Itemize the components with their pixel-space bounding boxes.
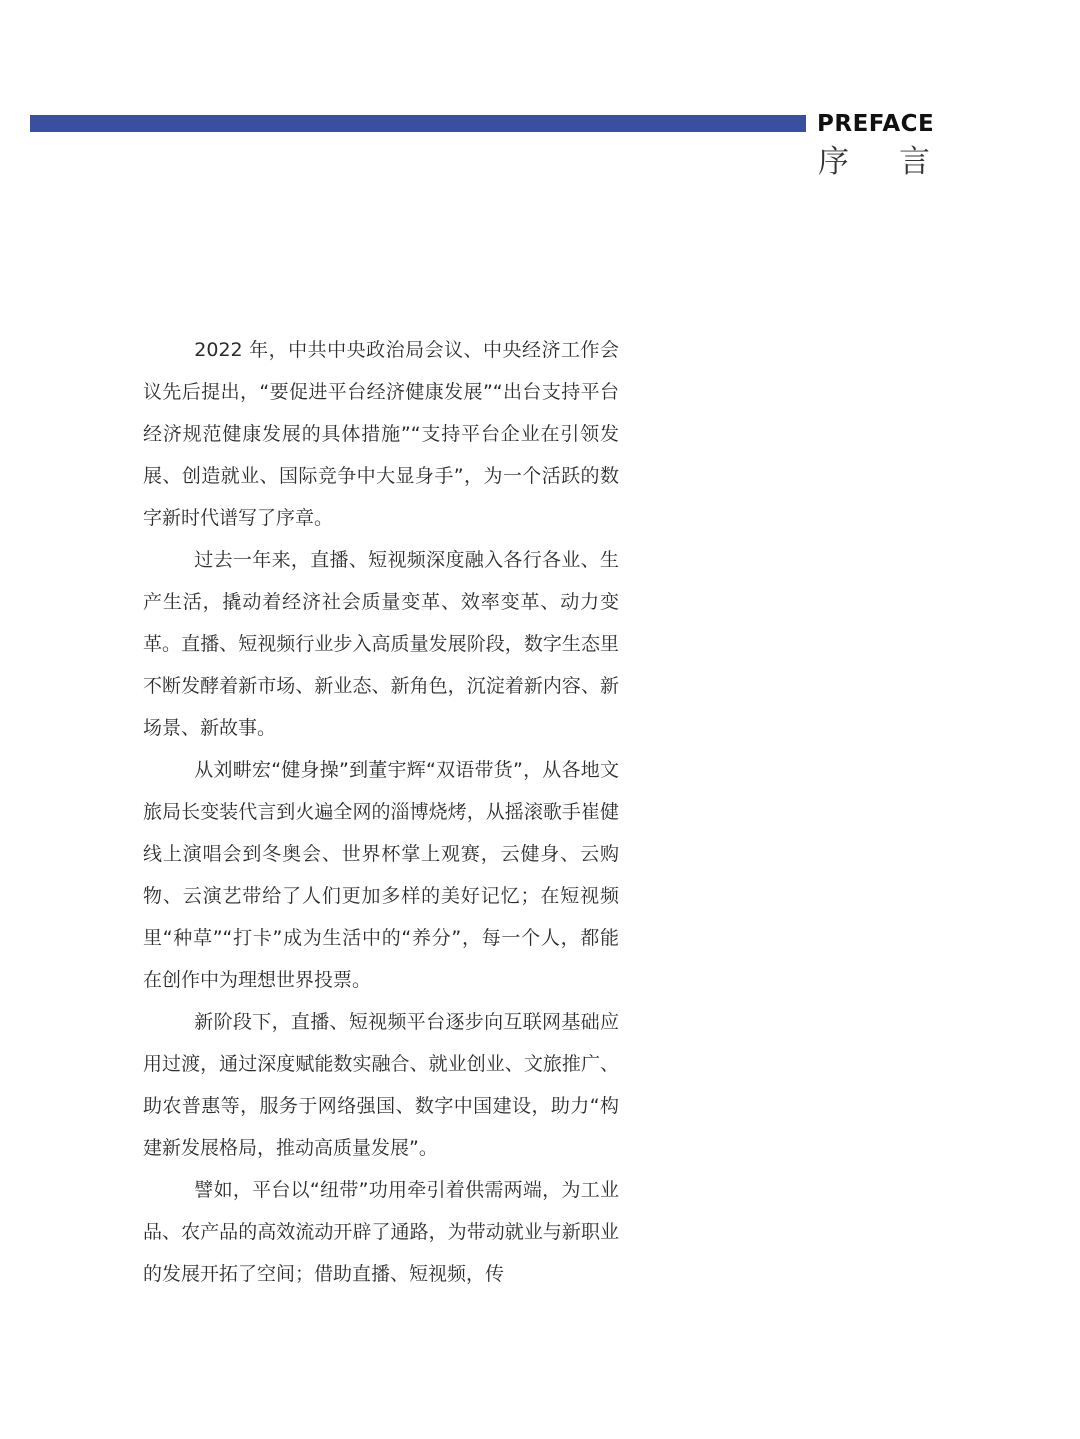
preface-title-cn: [818, 143, 930, 181]
paragraph-2: 过去一年来，直播、短视频深度融入各行各业、生产生活，撬动着经济社会质量变革、效率变革、动力变革。直播、短视频行业步入高质量发展阶段，数字生态里不断发酵着新市场、新业态、新角色，沉淀着新内容、新场景、新故事。: [143, 549, 619, 739]
paragraph-1: 2022 年，中共中央政治局会议、中央经济工作会议先后提出，“要促进平台经济健康发展”“出台支持平台经济规范健康发展的具体措施”“支持平台企业在引领发展、创造就业、国际竞争中大显身手”，为一个活跃的数字新时代谱写了序章。: [143, 339, 619, 529]
paragraph-4: 新阶段下，直播、短视频平台逐步向互联网基础应用过渡，通过深度赋能数实融合、就业创业、文旅推广、助农普惠等，服务于网络强国、数字中国建设，助力“构建新发展格局，推动高质量发展”。: [143, 1011, 619, 1159]
preface-title-cn-char-2: 言: [899, 144, 930, 180]
preface-body: [143, 329, 619, 1295]
paragraph-3: 从刘畊宏“健身操”到董宇辉“双语带货”，从各地文旅局长变装代言到火遍全网的淄博烧烤，从摇滚歌手崔健线上演唱会到冬奥会、世界杯掌上观赛，云健身、云购物、云演艺带给了人们更加多样的美好记忆；在短视频里“种草”“打卡”成为生活中的“养分”，每一个人，都能在创作中为理想世界投票。: [143, 759, 619, 991]
preface-title-cn-char-1: 序: [818, 144, 849, 180]
paragraph-5: 譬如，平台以“纽带”功用牵引着供需两端，为工业品、农产品的高效流动开辟了通路，为带动就业与新职业的发展开拓了空间；借助直播、短视频，传: [143, 1179, 619, 1285]
header-accent-bar: [30, 115, 806, 132]
preface-title-en: PREFACE: [817, 111, 935, 137]
